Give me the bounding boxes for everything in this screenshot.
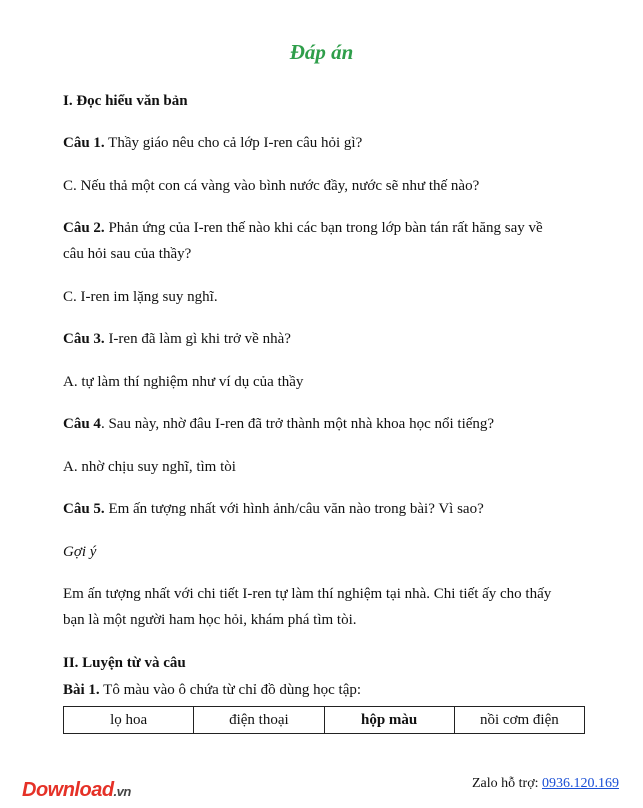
question-text: Thầy giáo nêu cho cả lớp I-ren câu hỏi gì? [104, 135, 363, 151]
page-title: Đáp án [289, 40, 354, 64]
answer-5-line2: bạn là một người ham học hỏi, khám phá tìm tòi. [63, 612, 357, 628]
exercise-1 [63, 677, 585, 703]
word-cell-answer: hộp màu [324, 707, 454, 734]
question-label: Câu 4 [63, 416, 101, 432]
question-label: Câu 1. [63, 135, 105, 151]
question-2-line2: câu hỏi sau của thầy? [63, 246, 192, 262]
word-table [63, 706, 585, 734]
word-cell: nồi cơm điện [454, 707, 584, 734]
question-text: . Sau này, nhờ đâu I-ren đã trở thành một nhà khoa học nổi tiếng? [100, 416, 495, 432]
section-heading-reading: I. Đọc hiểu văn bản [63, 93, 188, 109]
logo-text: Download [22, 779, 114, 801]
table-row [64, 707, 585, 734]
word-cell: lọ hoa [64, 707, 194, 734]
phone-link[interactable]: 0936.120.169 [542, 776, 619, 791]
download-logo[interactable] [22, 779, 131, 802]
logo-tld: .vn [113, 784, 131, 799]
support-contact [472, 776, 619, 792]
question-text: Em ấn tượng nhất với hình ảnh/câu văn nào trong bài? Vì sao? [104, 501, 484, 517]
word-cell: điện thoại [194, 707, 324, 734]
question-2-line1 [63, 215, 585, 241]
question-label: Câu 5. [63, 501, 105, 517]
question-4 [63, 411, 585, 437]
section-heading-vocab: II. Luyện từ và câu [63, 655, 186, 671]
question-text: I-ren đã làm gì khi trở về nhà? [104, 331, 291, 347]
answer-5-line1: Em ấn tượng nhất với chi tiết I-ren tự làm thí nghiệm tại nhà. Chi tiết ấy cho thấy [63, 586, 552, 602]
answer-4: A. nhờ chịu suy nghĩ, tìm tòi [63, 459, 236, 475]
answer-1: C. Nếu thả một con cá vàng vào bình nước đầy, nước sẽ như thế nào? [63, 178, 480, 194]
question-1 [63, 130, 585, 156]
question-3 [63, 326, 585, 352]
question-5 [63, 496, 585, 522]
question-text: Phản ứng của I-ren thế nào khi các bạn trong lớp bàn tán rất hăng say về [104, 220, 543, 236]
answer-3: A. tự làm thí nghiệm như ví dụ của thầy [63, 374, 304, 390]
answer-2: C. I-ren im lặng suy nghĩ. [63, 289, 218, 305]
question-label: Câu 3. [63, 331, 105, 347]
question-label: Câu 2. [63, 220, 105, 236]
exercise-label: Bài 1. [63, 682, 100, 698]
exercise-text: Tô màu vào ô chứa từ chỉ đồ dùng học tập: [99, 682, 362, 698]
hint-label: Gợi ý [63, 544, 97, 560]
support-label: Zalo hỗ trợ: [472, 776, 542, 791]
